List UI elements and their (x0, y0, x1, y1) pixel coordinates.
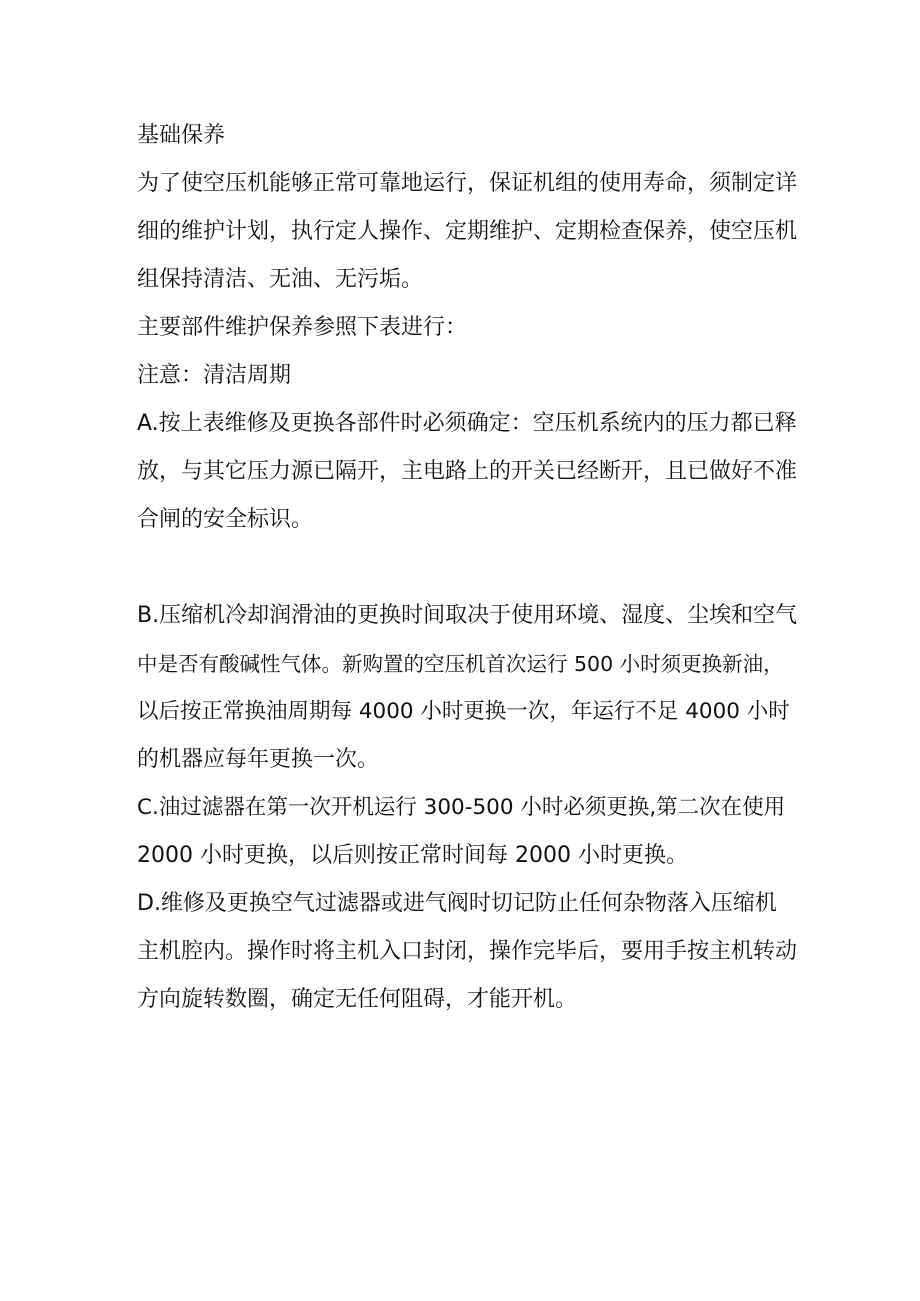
table-reference: 主要部件维护保养参照下表进行： (137, 315, 468, 340)
intro-line: 为了使空压机能够正常可靠地运行，保证机组的使用寿命，须制定详 (137, 171, 798, 196)
intro-paragraph (137, 160, 797, 304)
intro-line: 组保持清洁、无油、无污垢。 (137, 267, 424, 292)
document-body (137, 112, 797, 1024)
note-d-line: 主机腔内。操作时将主机入口封闭，操作完毕后，要用手按主机转动 (137, 939, 798, 964)
note-a-line: 合闸的安全标识。 (137, 507, 314, 532)
note-b-line: B.压缩机冷却润滑油的更换时间取决于使用环境、湿度、尘埃和空气 (137, 603, 798, 628)
note-b-line: 的机器应每年更换一次。 (137, 747, 380, 772)
note-c-line: C.油过滤器在第一次开机运行 300-500 小时必须更换,第二次在使用 (137, 795, 786, 820)
note-c-paragraph (137, 784, 797, 880)
intro-line: 细的维护计划，执行定人操作、定期维护、定期检查保养，使空压机 (137, 219, 798, 244)
note-a-line: 放，与其它压力源已隔开，主电路上的开关已经断开，且已做好不准 (137, 459, 798, 484)
note-b-line: 以后按正常换油周期每 4000 小时更换一次，年运行不足 4000 小时 (137, 699, 790, 724)
note-heading: 注意：清洁周期 (137, 363, 292, 388)
note-a-line: A.按上表维修及更换各部件时必须确定：空压机系统内的压力都已释 (137, 411, 797, 436)
note-d-line: D.维修及更换空气过滤器或进气阀时切记防止任何杂物落入压缩机 (137, 891, 777, 916)
note-a-paragraph (137, 400, 797, 544)
note-b-line: 中是否有酸碱性气体。新购置的空压机首次运行 500 小时须更换新油， (137, 652, 784, 676)
note-c-line: 2000 小时更换，以后则按正常时间每 2000 小时更换。 (137, 843, 688, 868)
note-d-paragraph (137, 880, 797, 1024)
section-title: 基础保养 (137, 123, 226, 148)
note-d-line: 方向旋转数圈，确定无任何阻碍，才能开机。 (137, 987, 578, 1012)
paragraph-gap (137, 544, 797, 592)
note-b-paragraph (137, 592, 797, 784)
